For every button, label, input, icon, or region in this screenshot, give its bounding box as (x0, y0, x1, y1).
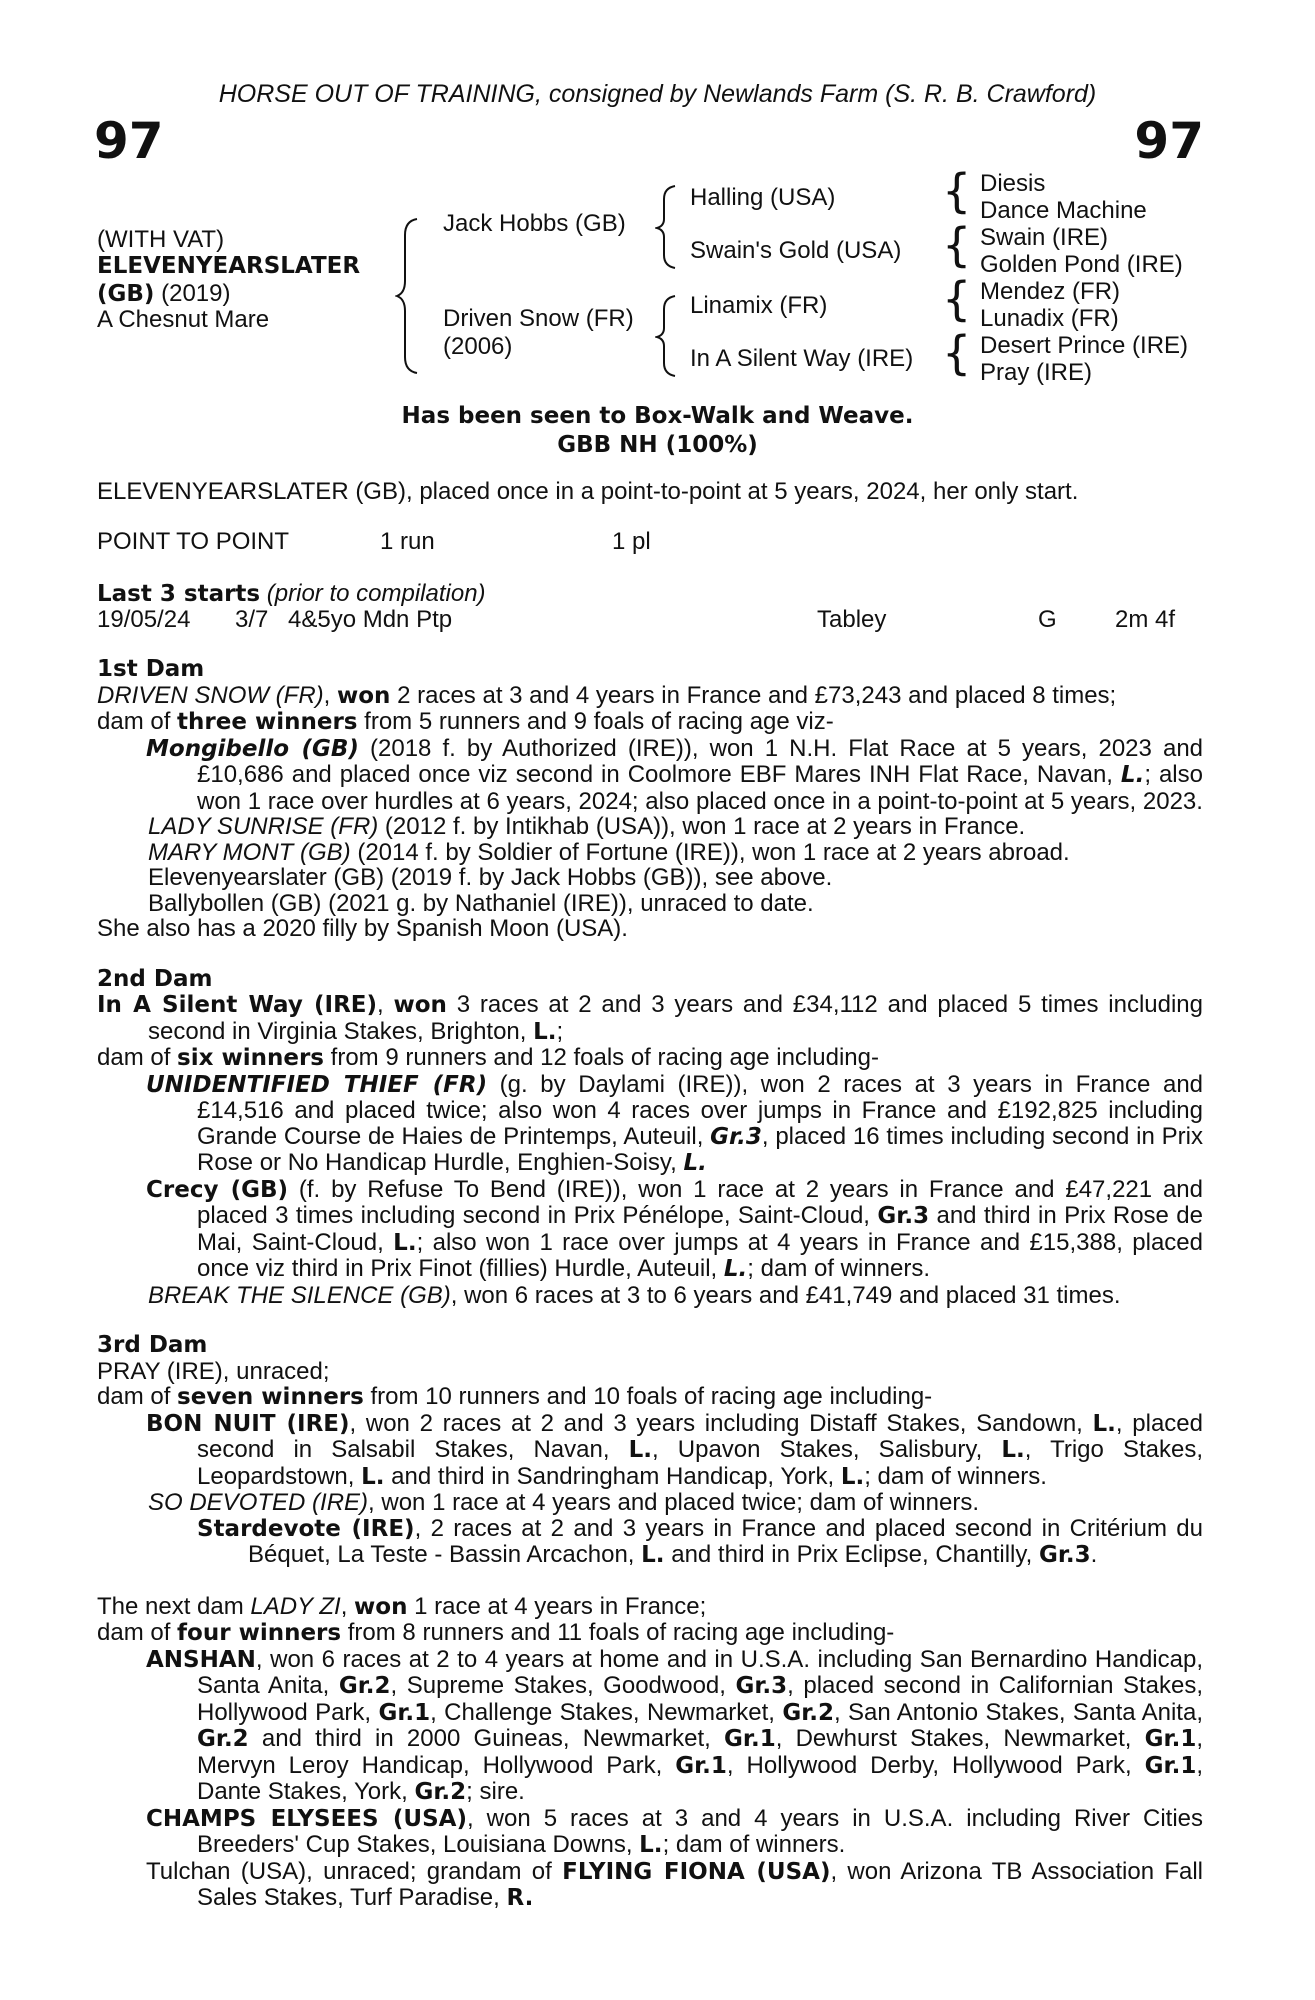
second-dam-produce-intro: dam of six winners from 9 runners and 12 foals of racing age including- (97, 1044, 879, 1071)
pedigree-bracket-dam (655, 293, 681, 379)
first-dam-produce-intro: dam of three winners from 5 runners and 9 foals of racing age viz- (97, 708, 834, 735)
produce-anshan: ANSHAN, won 6 races at 2 to 4 years at home and in U.S.A. including San Bernardino Handicap, Santa Anita, Gr.2, Supreme Stakes, Goodwood, Gr.3, placed second in Californian Stakes, Hollywood Park, Gr.1, Challenge Stakes, Newmarket, Gr.2, San Antonio Stakes, Santa Anita, Gr.2 and third in 2000 Guineas, Newmarket, Gr.1, Dewhurst Stakes, Newmarket, Gr.1, Mervyn Leroy Handicap, Hollywood Park, Gr.1, Hollywood Derby, Hollywood Park, Gr.1, Dante Stakes, York, Gr.2; sire. (146, 1645, 1204, 1805)
dam-name: Driven Snow (FR) (443, 305, 634, 332)
g3-name-5: Mendez (FR) (980, 278, 1121, 305)
g3-name-8: Pray (IRE) (980, 359, 1093, 386)
dam-year: (2006) (443, 333, 513, 360)
brace-g4: { (942, 326, 972, 380)
third-dam-heading: 3rd Dam (97, 1332, 208, 1358)
g3-name-4: Golden Pond (IRE) (980, 251, 1183, 278)
first-dam-heading: 1st Dam (97, 656, 205, 682)
fourth-dam-produce-intro: dam of four winners from 8 runners and 11 foals of racing age including- (97, 1619, 895, 1646)
family-section (97, 657, 1203, 1912)
produce-mongibello: Mongibello (GB) (2018 f. by Authorized (IRE)), won 1 N.H. Flat Race at 5 years, 2023 and £10,686 and placed once viz second in Coolmore EBF Mares INH Flat Race, Navan, L.; also won 1 race over hurdles at 6 years, 2024; also placed once in a point-to-point at 5 years, 2023. (146, 734, 1204, 815)
first-dam-also: She also has a 2020 filly by Spanish Moon (USA). (97, 915, 628, 942)
produce-elevenyearslater: Elevenyearslater (GB) (2019 f. by Jack Hobbs (GB)), see above. (148, 864, 833, 891)
g3-name-1: Diesis (980, 170, 1046, 197)
produce-unidentified-thief: UNIDENTIFIED THIEF (FR) (g. by Daylami (IRE)), won 2 races at 3 years in France and £14,516 and placed twice; also won 4 races over jumps in France and £192,825 including Grande Course de Haies de Printemps, Auteuil, Gr.3, placed 16 times including second in Prix Rose or No Handicap Hurdle, Enghien-Soisy, L. (146, 1070, 1204, 1176)
third-dam-record: PRAY (IRE), unraced; (97, 1357, 330, 1385)
dam-sire-name: Linamix (FR) (690, 292, 828, 319)
second-dam-record: In A Silent Way (IRE), won 3 races at 2 and 3 years and £34,112 and placed 5 times including second in Virginia Stakes, Brighton, L.; (97, 991, 1204, 1045)
produce-bon-nuit: BON NUIT (IRE), won 2 races at 2 and 3 years including Distaff Stakes, Sandown, L., placed second in Salsabil Stakes, Navan, L., Upavon Stakes, Salisbury, L., Trigo Stakes, Leopardstown, L. and third in Sandringham Handicap, York, L.; dam of winners. (146, 1409, 1203, 1490)
pedigree-bracket-main (395, 215, 425, 377)
ptp-runs: 1 run (380, 528, 435, 555)
first-dam-record: DRIVEN SNOW (FR), won 2 races at 3 and 4 years in France and £73,243 and placed 8 times; (97, 681, 1117, 709)
produce-break-the-silence: BREAK THE SILENCE (GB), won 6 races at 3 to 6 years and £41,749 and placed 31 times. (148, 1281, 1121, 1309)
horse-origin: (GB) (2019) (97, 280, 231, 307)
horse-description: A Chesnut Mare (97, 306, 270, 333)
race-summary: ELEVENYEARSLATER (GB), placed once in a point-to-point at 5 years, 2024, her only start. (97, 478, 1079, 505)
produce-so-devoted: SO DEVOTED (IRE), won 1 race at 4 years and placed twice; dam of winners. (148, 1489, 980, 1516)
last-start-course: Tabley (817, 606, 887, 633)
last-start-distance: 2m 4f (1115, 606, 1176, 633)
sire-name: Jack Hobbs (GB) (443, 210, 626, 237)
lot-number-left: 97 (94, 112, 164, 170)
sire-dam-name: Swain's Gold (USA) (690, 237, 902, 264)
vat-label: (WITH VAT) (97, 226, 225, 253)
produce-ballybollen: Ballybollen (GB) (2021 g. by Nathaniel (IRE)), unraced to date. (148, 889, 814, 917)
last-start-date: 19/05/24 (97, 606, 191, 633)
last-start-position: 3/7 (235, 606, 269, 633)
last-start-going: G (1038, 606, 1057, 633)
g3-name-3: Swain (IRE) (980, 224, 1109, 251)
produce-champs-elysees: CHAMPS ELYSEES (USA), won 5 races at 3 and 4 years in U.S.A. including River Cities Breeders' Cup Stakes, Louisiana Downs, L.; dam of winners. (146, 1804, 1203, 1858)
produce-mary-mont: MARY MONT (GB) (2014 f. by Soldier of Fortune (IRE)), won 1 race at 2 years abroad. (148, 838, 1070, 866)
fourth-dam-record: The next dam LADY ZI, won 1 race at 4 years in France; (97, 1592, 707, 1620)
produce-tulchan: Tulchan (USA), unraced; grandam of FLYING FIONA (USA), won Arizona TB Association Fall Sales Stakes, Turf Paradise, R. (146, 1857, 1204, 1911)
brace-g2: { (942, 218, 972, 272)
pedigree-bracket-sire (655, 183, 681, 271)
last-starts-heading: Last 3 starts (prior to compilation) (97, 580, 486, 607)
ptp-placed: 1 pl (612, 528, 651, 555)
g3-name-2: Dance Machine (980, 197, 1147, 224)
vices-note: Has been seen to Box-Walk and Weave. GBB NH (100%) (401, 403, 914, 458)
page-header: HORSE OUT OF TRAINING, consigned by Newlands Farm (S. R. B. Crawford) (218, 80, 1097, 108)
produce-stardevote: Stardevote (IRE), 2 races at 2 and 3 years in France and placed second in Critérium du Béquet, La Teste - Bassin Arcachon, L. and third in Prix Eclipse, Chantilly, Gr.3. (197, 1514, 1204, 1568)
g3-name-7: Desert Prince (IRE) (980, 332, 1189, 359)
sire-sire-name: Halling (USA) (690, 184, 836, 211)
lot-number-right: 97 (1134, 112, 1204, 170)
second-dam-heading: 2nd Dam (97, 965, 213, 992)
third-dam-produce-intro: dam of seven winners from 10 runners and 10 foals of racing age including- (97, 1383, 933, 1410)
brace-g3: { (942, 272, 972, 326)
dam-dam-name: In A Silent Way (IRE) (690, 345, 914, 372)
produce-crecy: Crecy (GB) (f. by Refuse To Bend (IRE)), won 1 race at 2 years in France and £47,221 and placed 3 times including second in Prix Pénélope, Saint-Cloud, Gr.3 and third in Prix Rose de Mai, Saint-Cloud, L.; also won 1 race over jumps at 4 years in France and £15,388, placed once viz third in Prix Finot (fillies) Hurdle, Auteuil, L.; dam of winners. (146, 1175, 1203, 1282)
brace-g1: { (942, 164, 972, 218)
g3-name-6: Lunadix (FR) (980, 305, 1119, 332)
ptp-label: POINT TO POINT (97, 528, 290, 555)
produce-lady-sunrise: LADY SUNRISE (FR) (2012 f. by Intikhab (USA)), won 1 race at 2 years in France. (148, 813, 1026, 840)
horse-name: ELEVENYEARSLATER (97, 253, 361, 279)
last-start-race: 4&5yo Mdn Ptp (288, 606, 453, 633)
